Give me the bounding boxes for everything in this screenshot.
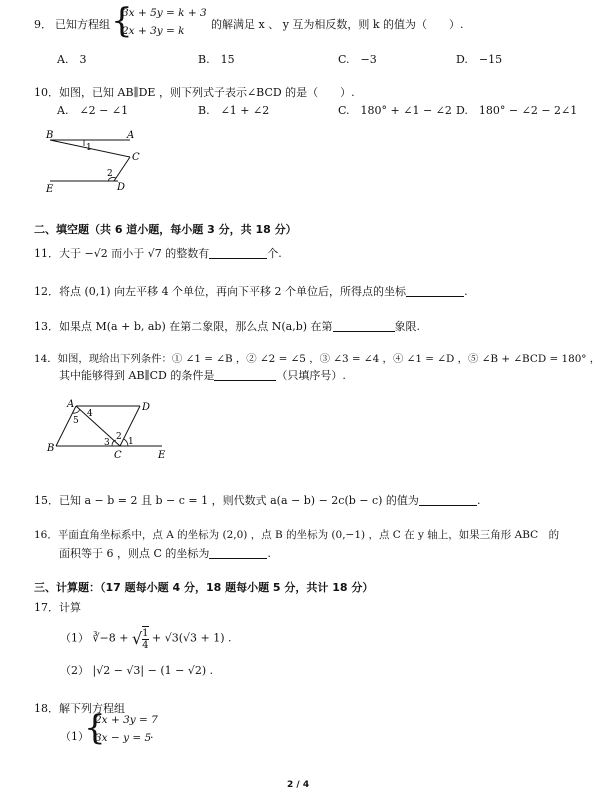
label-c: C — [114, 450, 122, 461]
q16-line1 — [34, 527, 559, 542]
q14-figure — [42, 396, 182, 462]
q13-line — [34, 318, 420, 334]
q9-option-a: A. 3 — [57, 53, 87, 66]
label-c: C — [132, 152, 140, 163]
q14-line1 — [34, 350, 600, 365]
sqrt-sign-icon: √ — [131, 629, 143, 648]
label-d: D — [117, 182, 126, 193]
label-a: A — [67, 399, 75, 410]
q16-line2 — [59, 545, 271, 561]
label-e: E — [158, 450, 166, 461]
q17-number: 17． — [34, 601, 59, 614]
q17-frac-num: 1 — [142, 628, 149, 639]
label-1: 1 — [86, 143, 92, 153]
q10-number: 10． — [34, 86, 59, 99]
q17-part2-expr: |√2 − √3| − (1 − √2) . — [92, 664, 214, 677]
q14-text1: 如图，现给出下列条件：① ∠1 = ∠B ，② ∠2 = ∠5 ，③ ∠3 = ∠4 ，④ ∠1 = ∠D ，⑤ ∠B + ∠BCD = 180° ， — [57, 353, 600, 365]
label-5: 5 — [73, 416, 79, 426]
label-4: 4 — [87, 409, 93, 419]
q9-option-b: B. 15 — [198, 53, 235, 66]
label-3: 3 — [104, 438, 110, 448]
q17-heading — [34, 599, 81, 615]
q13-number: 13． — [34, 320, 59, 333]
line-ac — [76, 406, 120, 446]
q11-text-e: 的整数有 — [165, 247, 210, 260]
q13-text: 如果点 M(a + b, ab) 在第二象限，那么点 N(a,b) 在第 — [59, 320, 333, 333]
q12-answer-blank[interactable] — [406, 284, 464, 297]
q10-option-b: B. ∠1 + ∠2 — [198, 104, 270, 117]
q9-prefix: 已知方程组 — [55, 18, 110, 31]
q17-part2-label: （2） — [60, 664, 89, 677]
label-b: B — [47, 443, 55, 454]
q12-number: 12． — [34, 285, 59, 298]
q9-option-d: D. −15 — [456, 53, 503, 66]
q18-brace: { — [84, 708, 106, 748]
line-cd — [114, 157, 130, 181]
q12-end: . — [464, 285, 468, 298]
q17-title: 计算 — [59, 601, 81, 614]
q14-answer-blank[interactable] — [214, 368, 276, 381]
q17-part1 — [60, 626, 232, 651]
q9-text: 的解满足 x 、 y 互为相反数，则 k 的值为（ ）. — [211, 18, 464, 31]
q17-frac-den: 4 — [142, 640, 149, 651]
q11-text-f: 个. — [267, 247, 282, 260]
q15-line — [34, 492, 480, 508]
label-e: E — [46, 184, 54, 195]
q18-part1-label: （1） — [60, 730, 89, 743]
q16-answer-blank[interactable] — [209, 546, 267, 559]
q14-text2b: （只填序号）. — [276, 369, 346, 382]
q10-option-a: A. ∠2 − ∠1 — [57, 104, 129, 117]
page-number: 2 / 4 — [287, 780, 310, 790]
label-2: 2 — [116, 432, 122, 442]
q17-part1-expr-b: + √3(√3 + 1) . — [152, 631, 232, 645]
q15-text: 已知 a − b = 2 且 b − c = 1 ，则代数式 a(a − b) − 2c(b − c) 的值为 — [59, 494, 419, 507]
q9-brace: { — [111, 1, 133, 41]
label-d: D — [142, 402, 151, 413]
q14-text2a: 其中能够得到 AB∥CD 的条件是 — [59, 369, 215, 382]
q11-number: 11． — [34, 247, 59, 260]
label-2: 2 — [107, 169, 113, 179]
q11-sqrt7: √7 — [147, 247, 162, 260]
q16-text1: 平面直角坐标系中，点 A 的坐标为 (2,0) ，点 B 的坐标为 (0,−1) ，点 C 在 y 轴上，如果三角形 ABC 的 — [57, 529, 560, 541]
q12-line — [34, 283, 468, 299]
q16-number: 16． — [34, 529, 58, 541]
q10-option-d: D. 180° − ∠2 − 2∠1 — [456, 104, 578, 117]
q17-part1-expr-a: ∛−8 + — [92, 631, 129, 645]
q11-text-c: 而小于 — [111, 247, 145, 260]
q16-text2b: . — [267, 547, 271, 560]
q12-text: 将点 (0,1) 向左平移 4 个单位，再向下平移 2 个单位后，所得点的坐标 — [59, 285, 407, 298]
q9-eq1: 3x + 5y = k + 3 — [122, 7, 207, 19]
q15-end: . — [476, 494, 481, 507]
q16-text2a: 面积等于 6 ，则点 C 的坐标为 — [59, 547, 210, 560]
q11-neg-sqrt2: −√2 — [84, 247, 108, 260]
q17-part1-label: （1） — [60, 631, 89, 645]
label-b: B — [46, 130, 54, 141]
q15-number: 15． — [34, 494, 59, 507]
q10-figure — [40, 124, 150, 196]
q13-answer-blank[interactable] — [333, 319, 395, 332]
q18-title: 解下列方程组 — [59, 702, 125, 715]
section3-heading: 三、计算题：（17 题每小题 4 分，18 题每小题 5 分，共计 18 分） — [34, 581, 374, 594]
q9-number: 9． — [34, 18, 52, 31]
q17-fraction — [142, 626, 148, 651]
label-1: 1 — [128, 437, 134, 447]
q11-text-a: 大于 — [59, 247, 81, 260]
q9-option-c: C. −3 — [338, 53, 377, 66]
q18-eq1: 2x + 3y = 7 — [95, 714, 158, 726]
q11-answer-blank[interactable] — [209, 246, 267, 259]
q10-option-c: C. 180° + ∠1 − ∠2 — [338, 104, 452, 117]
q13-end: 象限. — [394, 320, 421, 333]
q17-sqrt-frac — [132, 626, 149, 651]
q14-line2 — [59, 367, 346, 383]
section2-heading: 二、填空题（共 6 道小题，每小题 3 分，共 18 分） — [34, 223, 297, 236]
q14-number: 14． — [34, 353, 58, 365]
q10-text: 如图，已知 AB∥DE ，则下列式子表示∠BCD 的是（ ）. — [59, 86, 355, 99]
q11-line — [34, 245, 282, 261]
q18-eq2: 3x − y = 5 — [95, 732, 152, 744]
label-a: A — [127, 130, 135, 141]
line-ab — [56, 406, 76, 446]
q17-part2 — [60, 662, 213, 678]
q18-number: 18． — [34, 702, 59, 715]
q9-eq2: 2x + 3y = k — [122, 25, 185, 37]
q18-end: . — [150, 728, 154, 741]
q15-answer-blank[interactable] — [419, 493, 477, 506]
